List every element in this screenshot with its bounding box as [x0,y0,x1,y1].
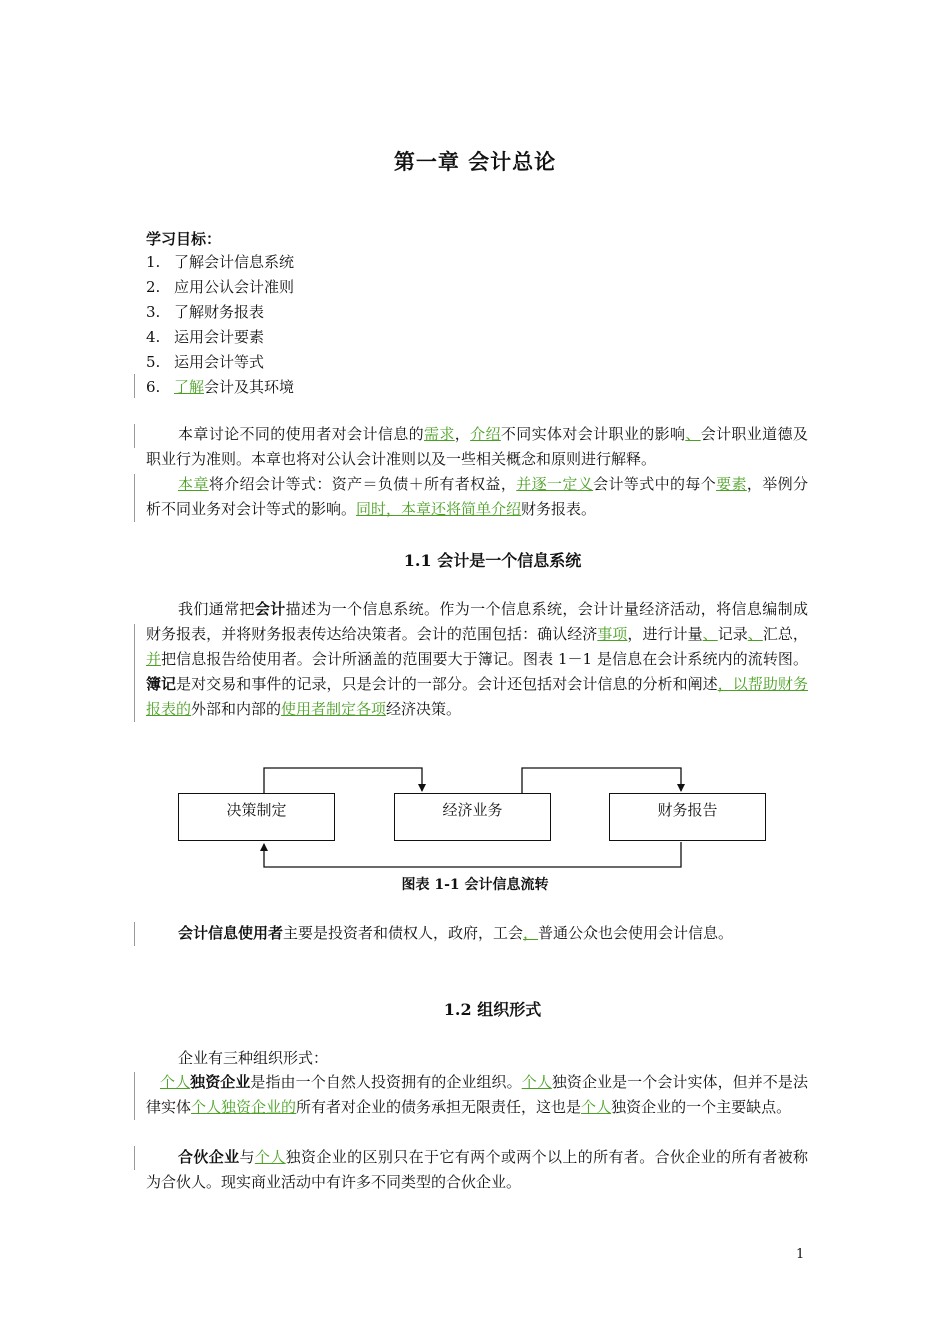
change-bar [134,1146,135,1170]
section-1-1-paragraph: 我们通常把会计描述为一个信息系统。作为一个信息系统，会计计量经济活动，将信息编制成财务报表，并将财务报表传达给决策者。会计的范围包括：确认经济事项，进行计量、记录、汇总，并把信息报告给使用者。会计所涵盖的范围要大于簿记。图表 1－1 是信息在会计系统内的流转图。簿记是对交易和事件的记录，只是会计的一部分。会计还包括对会计信息的分析和阐述，以帮助财务报表的外部和内部的使用者制定各项经济决策。 [146,600,808,718]
diagram-box-decision: 决策制定 [178,793,335,841]
intro-paragraph-1: 本章讨论不同的使用者对会计信息的需求，介绍不同实体对会计职业的影响、会计职业道德及职业行为准则。本章也将对公认会计准则以及一些相关概念和原则进行解释。 [146,425,808,468]
objectives-list [146,250,294,400]
list-item: 5. 运用会计等式 [146,353,265,371]
intro-paragraph-2: 本章将介绍会计等式：资产＝负债＋所有者权益，并逐一定义会计等式中的每个要素，举例分析不同业务对会计等式的影响。同时，本章还将简单介绍财务报表。 [146,475,808,518]
arrow-business-to-report [522,768,681,793]
figure-caption: 图表 1-1 会计信息流转 [401,877,549,893]
objectives-heading: 学习目标： [146,230,222,248]
list-item: 1. 了解会计信息系统 [146,253,295,271]
change-bar [134,374,135,398]
diagram-box-business: 经济业务 [394,793,551,841]
arrow-report-to-decision [264,842,681,867]
tracked-change: 了解 [174,378,205,396]
section-heading-1-1: 1.1 会计是一个信息系统 [403,551,582,570]
change-bar [134,424,135,448]
list-item: 3. 了解财务报表 [146,303,265,321]
diagram-box-report: 财务报告 [609,793,766,841]
change-bar [134,922,135,946]
org-forms-lead: 企业有三种组织形式： [178,1049,329,1067]
list-item: 6. 了解会计及其环境 [146,378,295,396]
list-item: 4. 运用会计要素 [146,328,265,346]
page-number: 1 [796,1247,805,1262]
list-item: 2. 应用公认会计准则 [146,278,295,296]
partnership-paragraph: 合伙企业与个人独资企业的区别只在于它有两个或两个以上的所有者。合伙企业的所有者被称为合伙人。现实商业活动中有许多不同类型的合伙企业。 [146,1148,808,1191]
change-bar [134,474,135,522]
arrow-decision-to-business [264,768,422,793]
change-bar [134,1072,135,1120]
change-bar [134,624,135,722]
sole-proprietorship-paragraph: 个人独资企业是指由一个自然人投资拥有的企业组织。个人独资企业是一个会计实体，但并不是法律实体个人独资企业的所有者对企业的债务承担无限责任，这也是个人独资企业的一个主要缺点。 [146,1073,808,1116]
chapter-title: 第一章 会计总论 [393,149,557,174]
users-paragraph: 会计信息使用者主要是投资者和债权人，政府，工会，普通公众也会使用会计信息。 [178,924,734,942]
section-heading-1-2: 1.2 组织形式 [443,1000,542,1019]
